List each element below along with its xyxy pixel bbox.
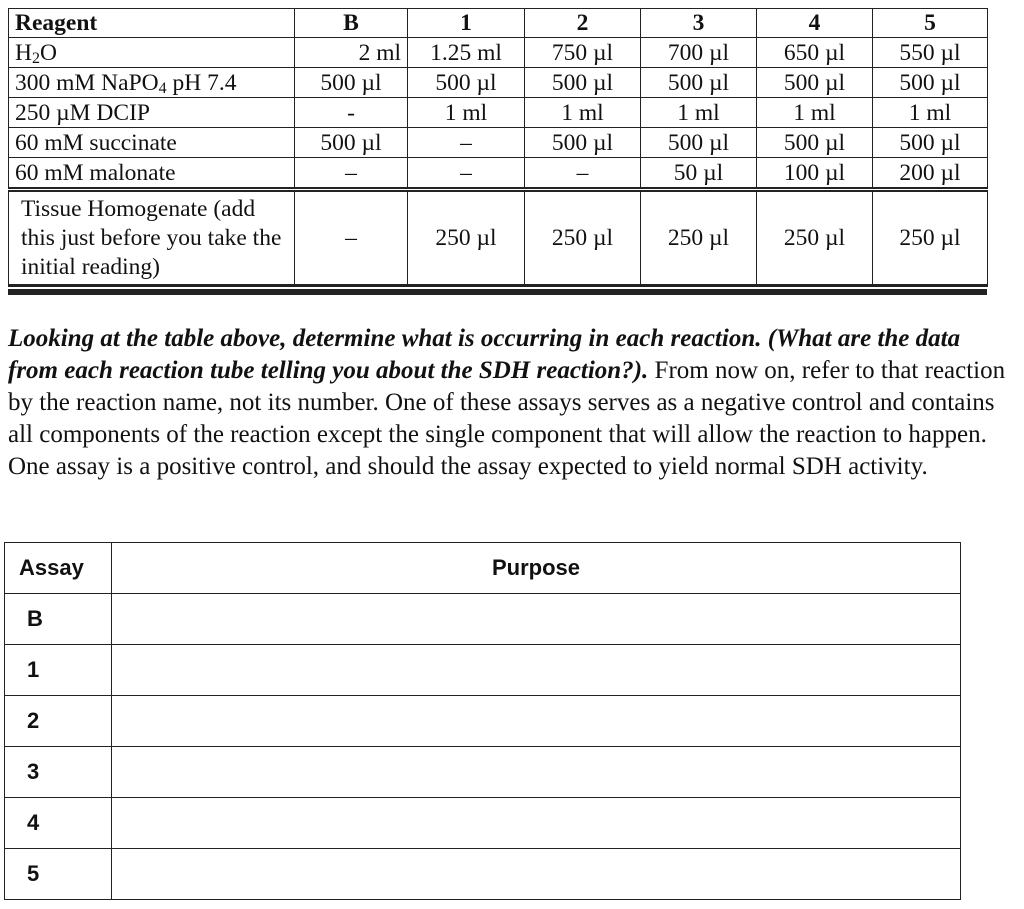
cell-tube-5: 550 µl (873, 38, 988, 68)
cell-tube-2: 500 µl (525, 128, 641, 158)
cell-tube-3: 250 µl (641, 190, 757, 286)
cell-tube-1: – (408, 128, 525, 158)
assay-label: B (5, 594, 112, 645)
reagent-name (9, 68, 295, 98)
cell-tube-b: 500 µl (295, 68, 408, 98)
reagent-name-subscript: 4 (158, 79, 167, 97)
cell-tube-b: 500 µl (295, 128, 408, 158)
cell-tube-1: 250 µl (408, 190, 525, 286)
reagent-row-napo4 (9, 68, 988, 98)
reagent-name-main: 300 mM NaPO (15, 69, 159, 96)
question-instructions: From now on, refer to that reaction by the reaction name, not its number. One of these assays serves as a negative control and contains all components of the reaction except the single component that will allow the reaction to happen. One assay is a positive control, and should the assay expected to yield normal SDH activity. (8, 357, 1006, 480)
reagent-name-main: H (15, 39, 32, 66)
purpose-row (5, 594, 961, 645)
cell-tube-1: 1.25 ml (408, 38, 525, 68)
purpose-answer-field[interactable] (112, 849, 961, 900)
cell-tube-4: 500 µl (757, 128, 873, 158)
table-bottom-rule (8, 289, 987, 295)
assay-label: 2 (5, 696, 112, 747)
cell-tube-b: - (295, 98, 408, 128)
purpose-answer-field[interactable] (112, 594, 961, 645)
purpose-answer-field[interactable] (112, 747, 961, 798)
cell-tube-1: 500 µl (408, 68, 525, 98)
purpose-row (5, 798, 961, 849)
cell-tube-5: 250 µl (873, 190, 988, 286)
purpose-table (4, 542, 961, 900)
cell-tube-2: 750 µl (525, 38, 641, 68)
cell-tube-b: – (295, 190, 408, 286)
cell-tube-5: 1 ml (873, 98, 988, 128)
purpose-header-row (5, 543, 961, 594)
reagent-name: 60 mM malonate (9, 158, 295, 190)
reagent-name: 60 mM succinate (9, 128, 295, 158)
reagent-name (9, 38, 295, 68)
cell-tube-4: 1 ml (757, 98, 873, 128)
reagent-row-homogenate (9, 190, 988, 286)
header-reagent: Reagent (9, 9, 295, 38)
cell-tube-2: 1 ml (525, 98, 641, 128)
reagent-row-succinate (9, 128, 988, 158)
cell-tube-3: 500 µl (641, 128, 757, 158)
header-purpose: Purpose (112, 543, 961, 594)
cell-tube-4: 500 µl (757, 68, 873, 98)
reagent-table-container (8, 8, 987, 287)
header-tube-5: 5 (873, 9, 988, 38)
header-tube-1: 1 (408, 9, 525, 38)
question-paragraph (8, 323, 1016, 483)
reagent-name: Tissue Homogenate (add this just before you take the initial reading) (9, 190, 295, 286)
assay-label: 5 (5, 849, 112, 900)
purpose-row (5, 747, 961, 798)
cell-tube-4: 250 µl (757, 190, 873, 286)
cell-tube-1: 1 ml (408, 98, 525, 128)
header-assay: Assay (5, 543, 112, 594)
cell-tube-b: 2 ml (295, 38, 408, 68)
cell-tube-5: 500 µl (873, 68, 988, 98)
question-prompt: Looking at the table above, determine what is occurring in each reaction. (What are the data from each reaction tube telling you about the SDH reaction?). (8, 325, 961, 384)
purpose-row (5, 849, 961, 900)
assay-label: 1 (5, 645, 112, 696)
cell-tube-3: 50 µl (641, 158, 757, 190)
cell-tube-5: 500 µl (873, 128, 988, 158)
cell-tube-4: 100 µl (757, 158, 873, 190)
reagent-table (8, 8, 988, 287)
assay-label: 4 (5, 798, 112, 849)
cell-tube-1: – (408, 158, 525, 190)
cell-tube-2: – (525, 158, 641, 190)
header-tube-2: 2 (525, 9, 641, 38)
cell-tube-3: 500 µl (641, 68, 757, 98)
header-tube-4: 4 (757, 9, 873, 38)
purpose-row (5, 645, 961, 696)
reagent-row-dcip (9, 98, 988, 128)
purpose-answer-field[interactable] (112, 645, 961, 696)
cell-tube-b: – (295, 158, 408, 190)
cell-tube-2: 500 µl (525, 68, 641, 98)
header-tube-3: 3 (641, 9, 757, 38)
purpose-answer-field[interactable] (112, 696, 961, 747)
assay-label: 3 (5, 747, 112, 798)
cell-tube-3: 1 ml (641, 98, 757, 128)
reagent-name: 250 µM DCIP (9, 98, 295, 128)
reagent-row-malonate (9, 158, 988, 190)
reagent-row-water (9, 38, 988, 68)
purpose-row (5, 696, 961, 747)
cell-tube-4: 650 µl (757, 38, 873, 68)
cell-tube-5: 200 µl (873, 158, 988, 190)
cell-tube-2: 250 µl (525, 190, 641, 286)
reagent-name-tail: pH 7.4 (166, 69, 237, 96)
reagent-header-row (9, 9, 988, 38)
purpose-answer-field[interactable] (112, 798, 961, 849)
reagent-name-tail: O (39, 39, 57, 66)
cell-tube-3: 700 µl (641, 38, 757, 68)
reagent-name-subscript: 2 (31, 49, 40, 67)
header-tube-b: B (295, 9, 408, 38)
